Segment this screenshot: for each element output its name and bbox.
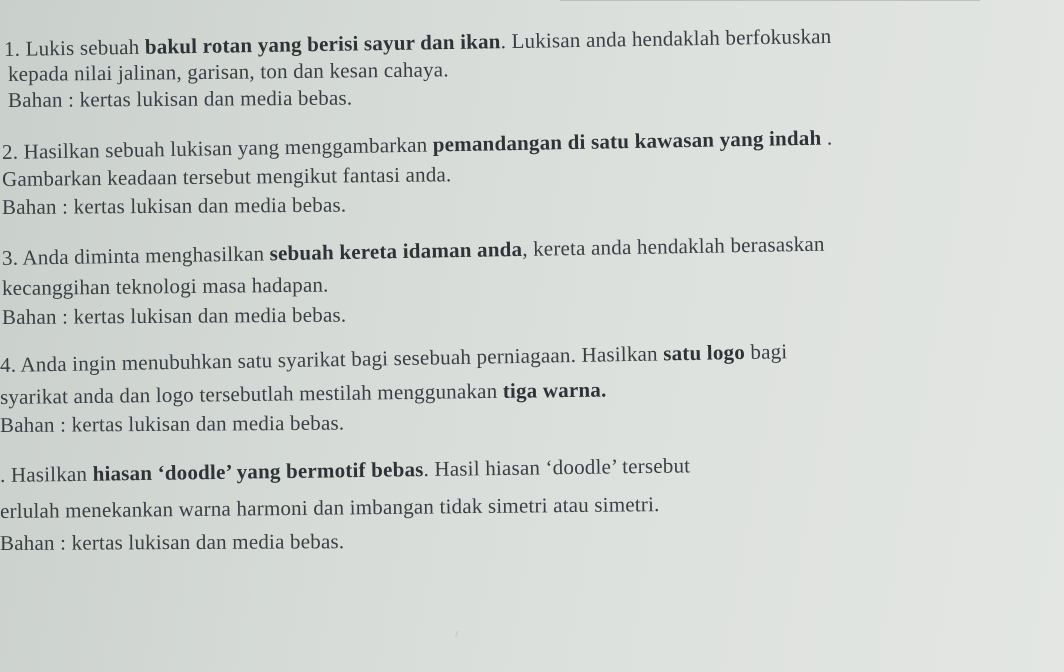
pen-mark [455, 631, 464, 639]
question-1-line-2: kepada nilai jalinan, garisan, ton dan kesan cahaya. [7, 57, 449, 86]
question-5-line-1: . Hasilkan hiasan ‘doodle’ yang bermotif bebas. Hasil hiasan ‘doodle’ tersebut [0, 453, 691, 487]
question-1-line-3: Bahan : kertas lukisan dan media bebas. [7, 85, 353, 112]
question-4-line-1: 4. Anda ingin menubuhkan satu syarikat bagi sesebuah perniagaan. Hasilkan satu logo bagi [0, 339, 788, 377]
question-5-line-3: Bahan : kertas lukisan dan media bebas. [0, 529, 345, 555]
question-3-line-3: Bahan : kertas lukisan dan media bebas. [1, 302, 347, 329]
question-3-line-2: kecanggihan teknologi masa hadapan. [1, 272, 329, 300]
question-2-line-3: Bahan : kertas lukisan dan media bebas. [1, 192, 347, 219]
question-3-line-1: 3. Anda diminta menghasilkan sebuah kereta idaman anda, kereta anda hendaklah berasaskan [1, 231, 825, 270]
question-4-line-2: syarikat anda dan logo tersebutlah mestilah menggunakan tiga warna. [0, 377, 607, 409]
question-1-line-1: 1. Lukis sebuah bakul rotan yang berisi sayur dan ikan. Lukisan anda hendaklah berfokuskan [3, 24, 832, 61]
question-5-line-2: erlulah menekankan warna harmoni dan imbangan tidak simetri atau simetri. [0, 492, 660, 523]
question-2-line-1: 2. Hasilkan sebuah lukisan yang menggambarkan pemandangan di satu kawasan yang indah . [1, 125, 833, 164]
question-4-line-3: Bahan : kertas lukisan dan media bebas. [0, 410, 345, 437]
question-2-line-2: Gambarkan keadaan tersebut mengikut fantasi anda. [1, 162, 452, 191]
top-rule [560, 0, 980, 7]
